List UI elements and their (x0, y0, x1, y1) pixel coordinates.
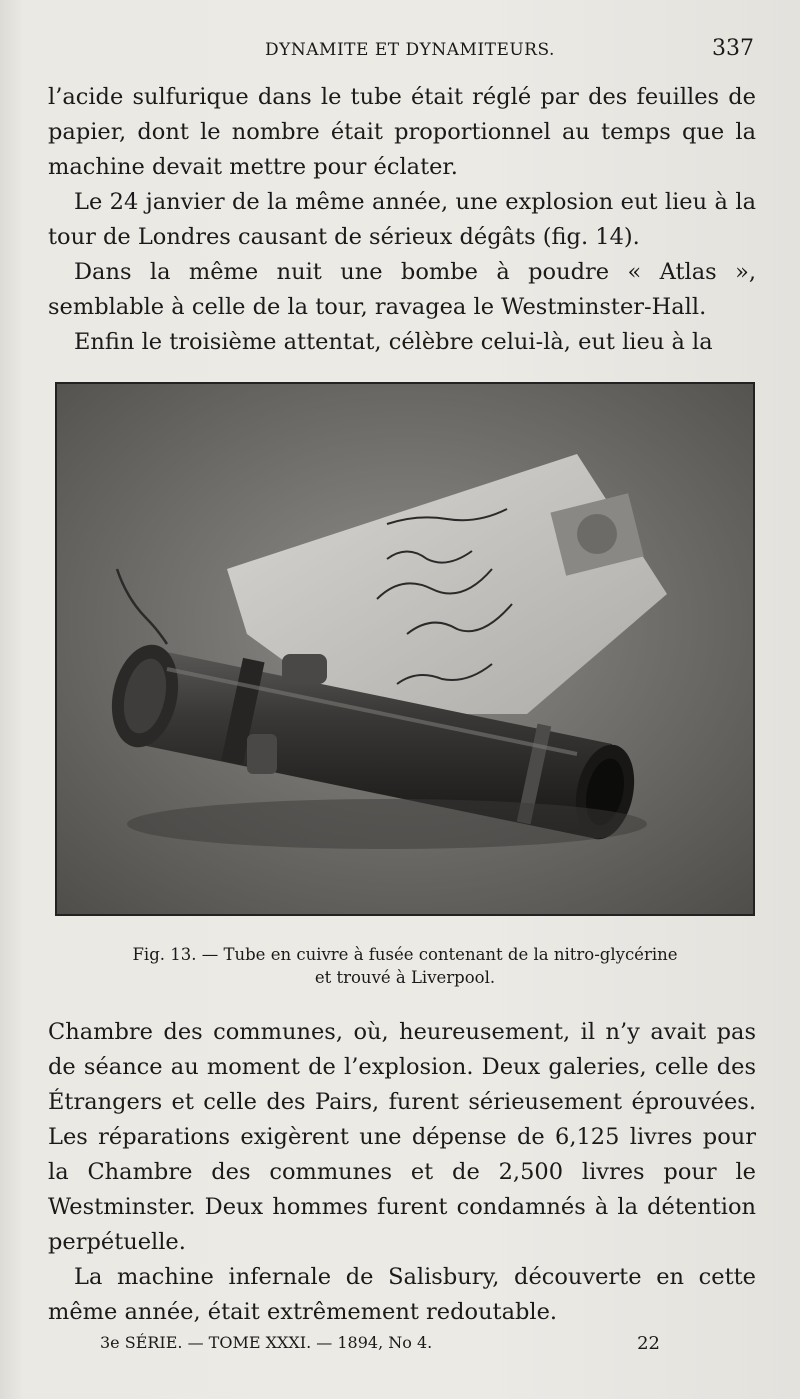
figure-photograph (55, 382, 755, 916)
paragraph-third-attack: Enfin le troisième attentat, célèbre celui-là, eut lieu à la (74, 329, 713, 355)
running-title: DYNAMITE ET DYNAMITEURS. (265, 40, 555, 60)
running-head (60, 36, 760, 66)
paragraph-salisbury-machine: La machine infernale de Salisbury, découverte en cette même année, était extrêmement redoutable. (48, 1264, 756, 1325)
figure-caption (60, 943, 750, 989)
paragraph-house-of-commons: Chambre des communes, où, heureusement, il n’y avait pas de séance au moment de l’explosion. Deux galeries, celle des Étrangers et celle des Pairs, furent sérieusement éprouvées. Les réparations exigèrent une dépense de 6,125 livres pour la Chambre des communes et de 2,500 livres pour le Westminster. Deux hommes furent condamnés à la détention perpétuelle. (48, 1019, 756, 1255)
page-footer (100, 1333, 660, 1363)
page-number: 337 (712, 36, 754, 61)
paragraph-tower-explosion: Le 24 janvier de la même année, une explosion eut lieu à la tour de Londres causant de sérieux dégâts (fig. 14). (48, 189, 756, 250)
caption-line-2: et trouvé à Liverpool. (314, 968, 496, 987)
paragraph-westminster-hall: Dans la même nuit une bombe à poudre « Atlas », semblable à celle de la tour, ravagea le Westminster-Hall. (48, 259, 756, 320)
caption-line-1: Fig. 13. — Tube en cuivre à fusée contenant de la nitro-glycérine (132, 945, 678, 964)
signature-number: 22 (637, 1333, 660, 1354)
paragraph-continued: l’acide sulfurique dans le tube était réglé par des feuilles de papier, dont le nombre était proportionnel au temps que la machine devait mettre pour éclater. (48, 84, 756, 180)
signature-mark: 3e SÉRIE. — TOME XXXI. — 1894, No 4. (100, 1333, 433, 1352)
brass-tube-photo (57, 384, 753, 914)
